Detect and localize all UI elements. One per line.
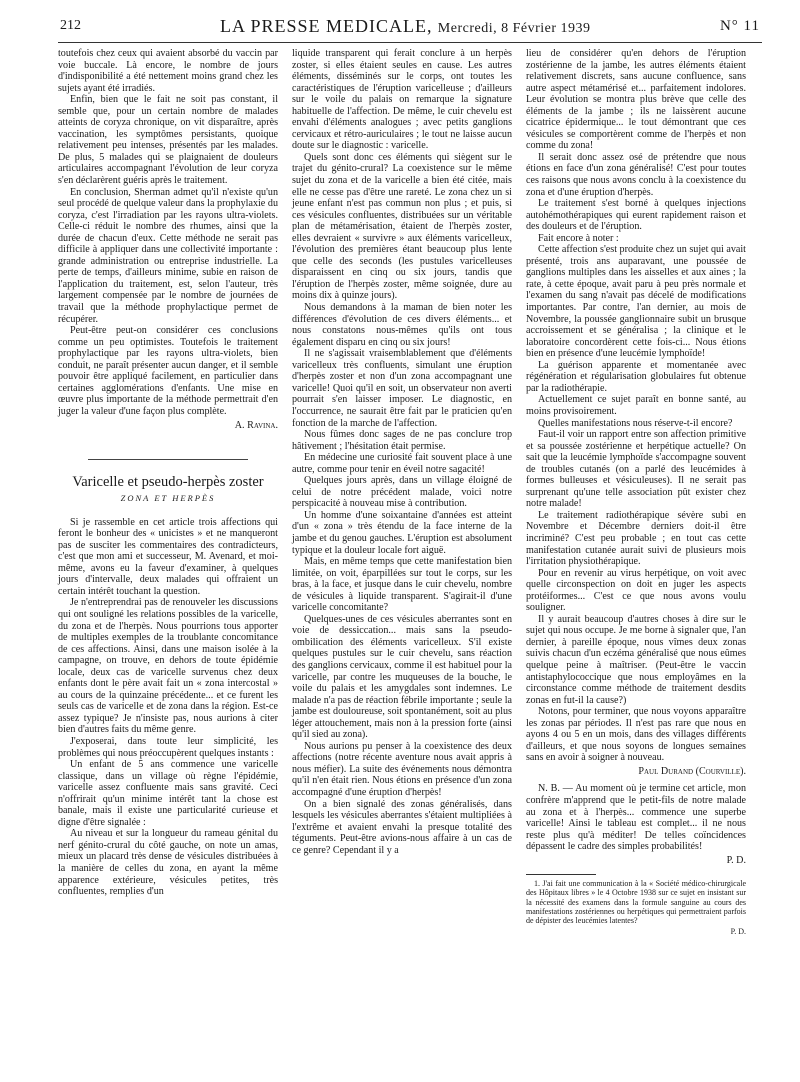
- page-number: 212: [60, 18, 81, 33]
- nota-bene: N. B. — Au moment où je termine cet article, mon confrère m'apprend que le petit-fils de notre malade au zona et à l'herpès... commence une superbe varicelle! Ainsi le tableau est complet... il ne nous reste plus qu'à méditer! De telles coïncidences dépassent le cadre des simples probabilités!: [526, 783, 746, 853]
- footnote-rule: [526, 874, 596, 875]
- paragraph: Au niveau et sur la longueur du rameau génital du nerf génito-crural du côté gauche, on note un amas, mieux un placard très dense de vésicules distribuées à la manière de celles du zona, en ayant la même apparence extérieure, vésicules petites, très confluentes, remplies d'un: [58, 828, 278, 898]
- paragraph: Il y aurait beaucoup d'autres choses à dire sur le sujet qui nous occupe. Je me borne à signaler que, l'an dernier, à pareille époque, nous vîmes deux zonas suivis chacun d'un eczéma généralisé que nous eûmes quelque peine à maîtriser. (Peut-être le vaccin antistaphylococcique que nous employâmes en la circonstance comme méthode de traitement desdits zonas en fut-il la cause?): [526, 613, 746, 706]
- paragraph: Faut-il voir un rapport entre son affection primitive et sa poussée zostérienne et herpétique actuelle? On sait que la leucémie lymphoïde s'accompagne souvent de troubles cutanés (on a parlé des leucémides à formes bulleuses et vésiculeuses). Il ne serait pas surprenant qu'une telle association pût exister chez notre malade!: [526, 429, 746, 510]
- paragraph: En conclusion, Sherman admet qu'il n'existe qu'un seul procédé de quelque valeur dans la prophylaxie du coryza, c'est l'irradiation par les rayons ultra-violets. Celle-ci réduit le nombre des rhumes, ainsi que la durée de chacun d'eux. Cette méthode ne serait pas difficile à appliquer dans une collectivité importante : grande administration ou entreprise industrielle. La perte de temps, d'ailleurs minime, subie en raison de l'application du traitement, est, selon l'auteur, très largement compensée par le nombre de journées de travail que la méthode prophylactique permet de récupérer.: [58, 186, 278, 325]
- paragraph: Actuellement ce sujet paraît en bonne santé, au moins provisoirement.: [526, 394, 746, 417]
- author-signature: Paul Durand (Courville).: [638, 765, 746, 777]
- column-left: [58, 48, 278, 898]
- footnote-signature: P. D.: [730, 927, 746, 937]
- paragraph: Peut-être peut-on considérer ces conclusions comme un peu optimistes. Toutefois le traitement prophylactique par les rayons ultra-violets, bien conduit, ne paraît présenter aucun danger, et il semble pouvoir être appliqué facilement, en particulier dans certaines agglomérations d'enfants. Une mise en œuvre plus importante de la méthode permettrait d'en juger la valeur d'une façon plus complète.: [58, 325, 278, 417]
- paragraph: Un enfant de 5 ans commence une varicelle classique, dans un village où règne l'épidémie, varicelle assez confluente mais sans gravité. Ceci n'offrirait qu'un minime intérêt tant la chose est banale, mais il existe une particularité curieuse et digne d'être signalée :: [58, 759, 278, 828]
- paragraph: Si je rassemble en cet article trois affections qui feront le bonheur des « unicistes » et ne manqueront pas de susciter les commentaires des contradicteurs, c'est que mon ami et successeur, M. Avenard, et moi-même, avons eu la faveur d'examiner, à quelques jours d'intervalle, deux malades qui offraient un certain intérêt touchant la question.: [58, 516, 278, 597]
- journal-name: LA PRESSE MEDICALE,: [220, 16, 433, 36]
- paragraph: J'exposerai, dans toute leur simplicité, les problèmes qui nous préoccupèrent quelques instants :: [58, 735, 278, 759]
- paragraph: La guérison apparente et momentanée avec régénération et régularisation globulaires fut obtenue par la radiothérapie.: [526, 359, 746, 394]
- paragraph: Un homme d'une soixantaine d'années est atteint d'un « zona » très étendu de la face interne de la jambe et du genou gauches. L'éruption est absolument typique et la douleur locale fort aiguë.: [292, 509, 512, 556]
- issue-number: N° 11: [719, 18, 760, 34]
- paragraph: Il ne s'agissait vraisemblablement que d'éléments varicelleux très confluents, simulant une éruption d'herpès zoster et non d'un zona accompagnant une varicelle! Quoi qu'il en soit, un observateur non averti pourrait s'en laisser imposer. Le diagnostic, en l'occurrence, ne saurait être fait par le praticien qu'en fonction de la marche de l'affection.: [292, 348, 512, 429]
- footnote: 1. J'ai fait une communication à la « Société médico-chirurgicale des Hôpitaux libres » le 4 Octobre 1938 sur ce sujet en insistant sur la nécessité des examens dans la formule sanguine au cours des manifestations zostériennes ou herpétiques qui permettraient parfois de dépister des leucémies latentes?: [526, 879, 746, 926]
- column-right: [526, 48, 746, 937]
- paragraph: Cette affection s'est produite chez un sujet qui avait présenté, trois ans auparavant, une poussée de ganglions multiples dans les aisselles et aux aines ; la rate, à cette époque, avait paru à peu près normale et l'examen du sang n'avait pas décelé de modifications importantes. Par contre, l'an dernier, au mois de Novembre, la poussée ganglionnaire subit un brusque accroissement et se généralisa ; la clinique et le laboratoire concordèrent cette fois-ci... Nous étions bien en présence d'une leucémie lymphoïde!: [526, 244, 746, 360]
- author-signature: A. Ravina.: [234, 419, 278, 431]
- issue-date: Mercredi, 8 Février 1939: [437, 21, 591, 36]
- paragraph: Quels sont donc ces éléments qui siègent sur le trajet du génito-crural? La coexistence sur le même sujet du zona et de la varicelle a bien été citée, mais elle ne cesse pas d'être une rareté. Le zona chez un si jeune enfant n'est pas commun non plus ; et puis, si ces vésicules confluentes, distribuées sur un véritable plan de métamérisation, étaient de l'herpès zoster, elles devraient « survivre » aux éléments varicelleux, l'évolution des premières étant beaucoup plus lente que celle des seconds (les pustules varicelleuses disparaissent en cinq ou six jours, tandis que l'éruption de l'herpès zoster, même soignée, dure au moins dix à quinze jours).: [292, 151, 512, 302]
- paragraph: lieu de considérer qu'en dehors de l'éruption zostérienne de la jambe, les autres éléments étaient relativement discrets, sans aucune confluence, sans autre aspect métamérisé et... parfaitement indolores. Leur évolution se montra plus brève que celle des éléments de la jambe ; ils ne laissèrent aucune cicatrice épidermique... le tout démontrant que ces vésicules se comportèrent comme de l'herpès et non comme du zona!: [526, 48, 746, 152]
- paragraph: Nous fûmes donc sages de ne pas conclure trop hâtivement ; l'hésitation était permise.: [292, 429, 512, 452]
- paragraph: On a bien signalé des zonas généralisés, dans lesquels les vésicules aberrantes s'étaient multipliées à l'extrême et avaient envahi la presque totalité des téguments. Peut-être avions-nous affaire à un cas de ce genre? Cependant il y a: [292, 798, 512, 856]
- nota-bene-signature: P. D.: [726, 854, 746, 866]
- paragraph: liquide transparent qui ferait conclure à un herpès zoster, si elles étaient seules en cause. Les autres éléments, disséminés sur le corps, ont toutes les caractéristiques de l'éruption varicelleuse ; d'ailleurs sur le voile du palais on remarque la signature habituelle de l'affection. De même, le cuir chevelu est envahi d'éléments analogues ; avec petits ganglions cervicaux et rétro-auriculaires ; le tout ne laisse aucun doute sur le diagnostic : varicelle.: [292, 48, 512, 152]
- paragraph: Quelques jours après, dans un village éloigné de celui de notre précédent malade, voici notre perspicacité à nouveau mise à contribution.: [292, 475, 512, 510]
- paragraph: En médecine une curiosité fait souvent place à une autre, comme pour tenir en éveil notre sagacité!: [292, 452, 512, 475]
- paragraph: Enfin, bien que le fait ne soit pas constant, il semble que, pour un certain nombre de malades atteints de coryza chronique, on vit disparaître, après vaccination, les symptômes persistants, quoique relativement peu intenses, présentés par les malades. De plus, 5 malades qui se plaignaient de douleurs articulaires accompagnant l'évolution de leur coryza s'en déclarèrent guéris après le traitement.: [58, 94, 278, 187]
- paragraph: Pour en revenir au virus herpétique, on voit avec quelle circonspection on doit en juger les aspects protéiformes... C'est ce que nous avons voulu souligner.: [526, 567, 746, 614]
- article-divider: [88, 459, 248, 460]
- paragraph: Notons, pour terminer, que nous voyons apparaître les zonas par périodes. Il n'est pas rare que nous en ayons 4 ou 5 en un mois, dans des villages différents d'ailleurs, et que nous soyons de longues semaines sans en avoir à soigner à nouveau.: [526, 706, 746, 764]
- paragraph: Nous demandons à la maman de bien noter les différences d'évolution de ces divers éléments... et nous constatons nous-mêmes qu'ils ont tous également disparu en cinq ou six jours!: [292, 302, 512, 348]
- column-middle: [292, 48, 512, 856]
- paragraph: Nous aurions pu penser à la coexistence des deux affections (notre récente aventure nous avait appris à nous méfier). La suite des événements nous démontra qu'il n'en était rien. Nous étions en présence d'un zona accompagné d'une éruption d'herpès!: [292, 740, 512, 798]
- paragraph: Quelles manifestations nous réserve-t-il encore?: [538, 417, 733, 429]
- paragraph: Le traitement radiothérapique sévère subi en Novembre et Décembre derniers doit-il être incriminé? C'est peu probable ; en tout cas cette manifestation cutanée aurait suivi de plusieurs mois l'irritation physiothérapique.: [526, 509, 746, 568]
- paragraph: Quelques-unes de ces vésicules aberrantes sont en voie de dessiccation... mais sans la pseudo-ombilication des éléments varicelleux. S'il existe quelques pustules sur le cuir chevelu, sans réaction des ganglions cervicaux, comme il est habituel pour la varicelle, par contre les muqueuses de la bouche, le voile du palais et les amygdales sont indemnes. Le malade n'a pas de réaction fébrile importante ; seule la jambe est douloureuse, soit spontanément, soit au plus léger attouchement, mais non à la pression forte (ainsi qu'il sied au zona).: [292, 613, 512, 741]
- running-header: [60, 18, 760, 42]
- paragraph: Il serait donc assez osé de prétendre que nous étions en face d'un zona généralisé! C'est pour toutes ces raisons que nous avons conclu à la coexistence du zona et d'une éruption d'herpès.: [526, 151, 746, 198]
- journal-title: [220, 16, 591, 37]
- article-subtitle: ZONA ET HERPÈS: [120, 493, 216, 504]
- header-rule: [58, 42, 762, 43]
- paragraph: Le traitement s'est borné à quelques injections autohémothérapiques qui eurent rapidement raison et des douleurs et de l'éruption.: [526, 198, 746, 233]
- paragraph: Fait encore à noter :: [538, 232, 619, 244]
- paragraph: Je n'entreprendrai pas de renouveler les discussions qui ont souligné les relations possibles de la varicelle, du zona et de l'herpès. Nous pourrions tous apporter de multiples exemples de la troublante concomitance de ces affections. Ainsi, dans une maison isolée à la campagne, on trouve, en dehors de toute épidémie locale, deux cas de varicelle survenus chez deux enfants dont le père avait fait un « zona intercostal » au cours de la quinzaine précédente... et ce furent les seuls cas de varicelle et de zona dans la région. Est-ce assez typique? Je n'insiste pas, nous aurions à citer bien d'autres faits du même genre.: [58, 597, 278, 736]
- paragraph: toutefois chez ceux qui avaient absorbé du vaccin par voie buccale. Là encore, le nombre de jours d'indisponibilité a été nettement moins grand chez les sujets ayant été irradiés.: [58, 48, 278, 94]
- article-title: Varicelle et pseudo-herpès zoster: [72, 474, 264, 491]
- paragraph: Mais, en même temps que cette manifestation bien limitée, on voit, éparpillées sur tout le corps, sur les bras, à la face, et jusque dans le cuir chevelu, nombre de vésicules à liquide transparent. S'agirait-il d'une varicelle concomitante?: [292, 556, 512, 614]
